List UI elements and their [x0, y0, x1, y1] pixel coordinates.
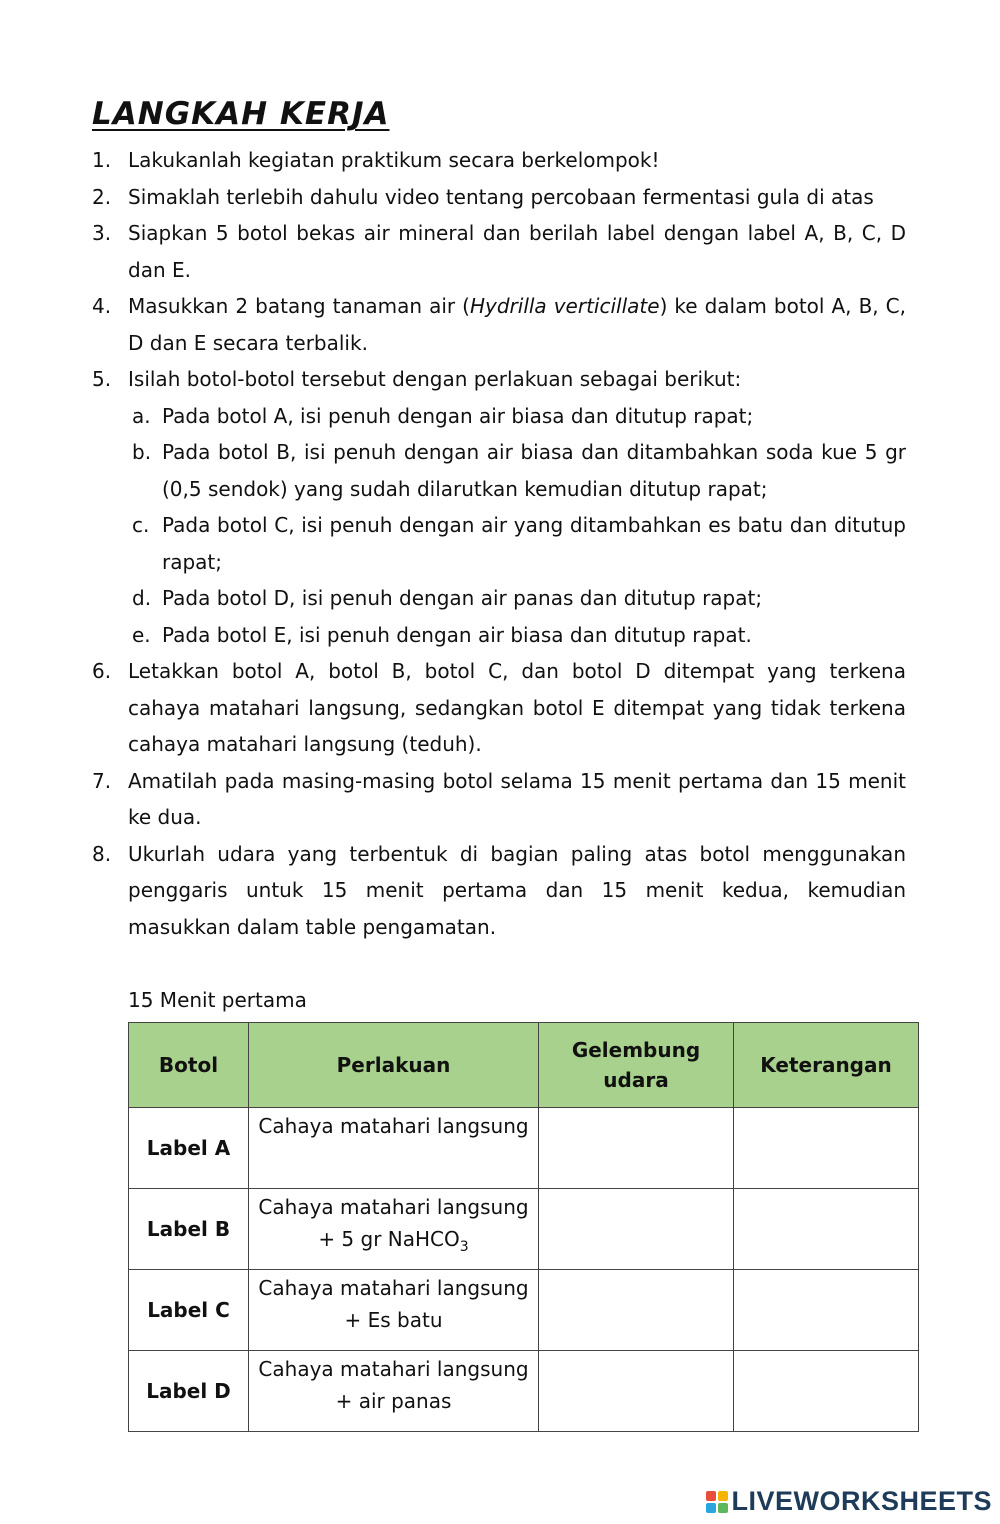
step-item: [92, 361, 906, 398]
logo-square: [718, 1503, 728, 1513]
step-text: Letakkan botol A, botol B, botol C, dan botol D ditempat yang terkena cahaya matahari langsung, sedangkan botol E ditempat yang tidak terkena cahaya matahari langsung (teduh).: [128, 659, 906, 756]
bottle-label: Label B: [129, 1189, 249, 1270]
table-row: [129, 1351, 919, 1432]
step-text-part: Masukkan 2 batang tanaman air (: [128, 294, 470, 318]
notes-input-cell[interactable]: [734, 1351, 919, 1432]
step-number: 8.: [92, 841, 112, 866]
treatment-line: + air panas: [335, 1389, 452, 1413]
sub-step-item: [92, 434, 906, 507]
sub-step-letter: a.: [132, 403, 151, 428]
sub-step-letter: c.: [132, 513, 150, 537]
step-text: Lakukanlah kegiatan praktikum secara berkelompok!: [128, 148, 660, 172]
step-number: 7.: [92, 768, 112, 793]
step-number: 2.: [92, 184, 112, 209]
header-gelembung-udara: Gelembung udara: [539, 1023, 734, 1108]
sub-step-item: [92, 398, 906, 435]
step-item: [92, 215, 906, 288]
step-text: Amatilah pada masing-masing botol selama 15 menit pertama dan 15 menit ke dua.: [128, 768, 906, 829]
table-caption: 15 Menit pertama: [128, 988, 307, 1012]
step-item: [92, 179, 906, 216]
header-botol: Botol: [129, 1023, 249, 1108]
bubble-input-cell[interactable]: [539, 1189, 734, 1270]
step-item: [92, 763, 906, 836]
step-text: Isilah botol-botol tersebut dengan perlakuan sebagai berikut:: [128, 367, 742, 391]
notes-input-cell[interactable]: [734, 1189, 919, 1270]
sub-step-letter: b.: [132, 440, 152, 464]
step-number: 5.: [92, 367, 112, 391]
step-item: [92, 653, 906, 763]
table-header-row: [129, 1023, 919, 1108]
step-number: 6.: [92, 659, 112, 683]
header-keterangan: Keterangan: [734, 1023, 919, 1108]
logo-square: [706, 1503, 716, 1513]
steps-list: [92, 142, 906, 945]
treatment-cell: [249, 1351, 539, 1432]
sub-step-letter: d.: [132, 586, 152, 610]
table-row: [129, 1189, 919, 1270]
treatment-cell: [249, 1189, 539, 1270]
treatment-line: Cahaya matahari langsung: [258, 1114, 529, 1138]
treatment-line: Cahaya matahari langsung: [258, 1195, 529, 1219]
bottle-label: Label C: [129, 1270, 249, 1351]
logo-square: [706, 1491, 716, 1501]
step-text-part: ) ke dalam botol A, B, C, D dan E secara terbalik.: [128, 294, 907, 355]
species-name: Hydrilla verticillate: [469, 294, 660, 318]
step-number: 1.: [92, 148, 112, 172]
sub-step-item: [92, 507, 906, 580]
treatment-line: [255, 1223, 532, 1263]
step-text: Ukurlah udara yang terbentuk di bagian paling atas botol menggunakan penggaris untuk 15 menit pertama dan 15 menit kedua, kemudian masukkan dalam table pengamatan.: [128, 841, 906, 939]
sub-step-text: Pada botol B, isi penuh dengan air biasa dan ditambahkan soda kue 5 gr (0,5 sendok) yang sudah dilarutkan kemudian ditutup rapat;: [162, 440, 906, 501]
treatment-text: + 5 gr NaHCO: [318, 1227, 460, 1251]
bubble-input-cell[interactable]: [539, 1108, 734, 1189]
sub-step-item: [92, 617, 906, 654]
step-text: Siapkan 5 botol bekas air mineral dan berilah label dengan label A, B, C, D dan E.: [128, 221, 906, 282]
sub-step-letter: e.: [132, 622, 151, 647]
step-item: [92, 142, 906, 179]
header-perlakuan: Perlakuan: [249, 1023, 539, 1108]
sub-step-text: Pada botol E, isi penuh dengan air biasa dan ditutup rapat.: [162, 622, 752, 647]
logo-square: [718, 1491, 728, 1501]
step-text: [128, 294, 906, 355]
liveworksheets-logo-icon: [706, 1491, 728, 1513]
treatment-line: Cahaya matahari langsung: [258, 1276, 529, 1300]
brand-text: LIVEWORKSHEETS: [731, 1486, 992, 1516]
treatment-cell: [249, 1270, 539, 1351]
sub-step-text: Pada botol C, isi penuh dengan air yang ditambahkan es batu dan ditutup rapat;: [162, 513, 906, 574]
sub-step-item: [92, 580, 906, 617]
table-row: [129, 1108, 919, 1189]
sub-step-text: Pada botol A, isi penuh dengan air biasa dan ditutup rapat;: [162, 403, 754, 428]
treatment-cell: [249, 1108, 539, 1189]
bottle-label: Label A: [129, 1108, 249, 1189]
liveworksheets-brand[interactable]: [706, 1486, 992, 1517]
bottle-label: Label D: [129, 1351, 249, 1432]
bubble-input-cell[interactable]: [539, 1351, 734, 1432]
formula-subscript: 3: [459, 1239, 469, 1255]
step-text: Simaklah terlebih dahulu video tentang percobaan fermentasi gula di atas: [128, 184, 874, 209]
step-number: 4.: [92, 294, 112, 318]
step-item: [92, 288, 906, 361]
step-number: 3.: [92, 221, 112, 245]
observation-table: [128, 1022, 919, 1432]
notes-input-cell[interactable]: [734, 1270, 919, 1351]
step-item: [92, 836, 906, 946]
sub-step-text: Pada botol D, isi penuh dengan air panas dan ditutup rapat;: [162, 586, 763, 610]
bubble-input-cell[interactable]: [539, 1270, 734, 1351]
treatment-line: Cahaya matahari langsung: [258, 1357, 529, 1381]
page-title: LANGKAH KERJA: [92, 96, 390, 132]
treatment-line: + Es batu: [344, 1308, 443, 1332]
notes-input-cell[interactable]: [734, 1108, 919, 1189]
table-row: [129, 1270, 919, 1351]
